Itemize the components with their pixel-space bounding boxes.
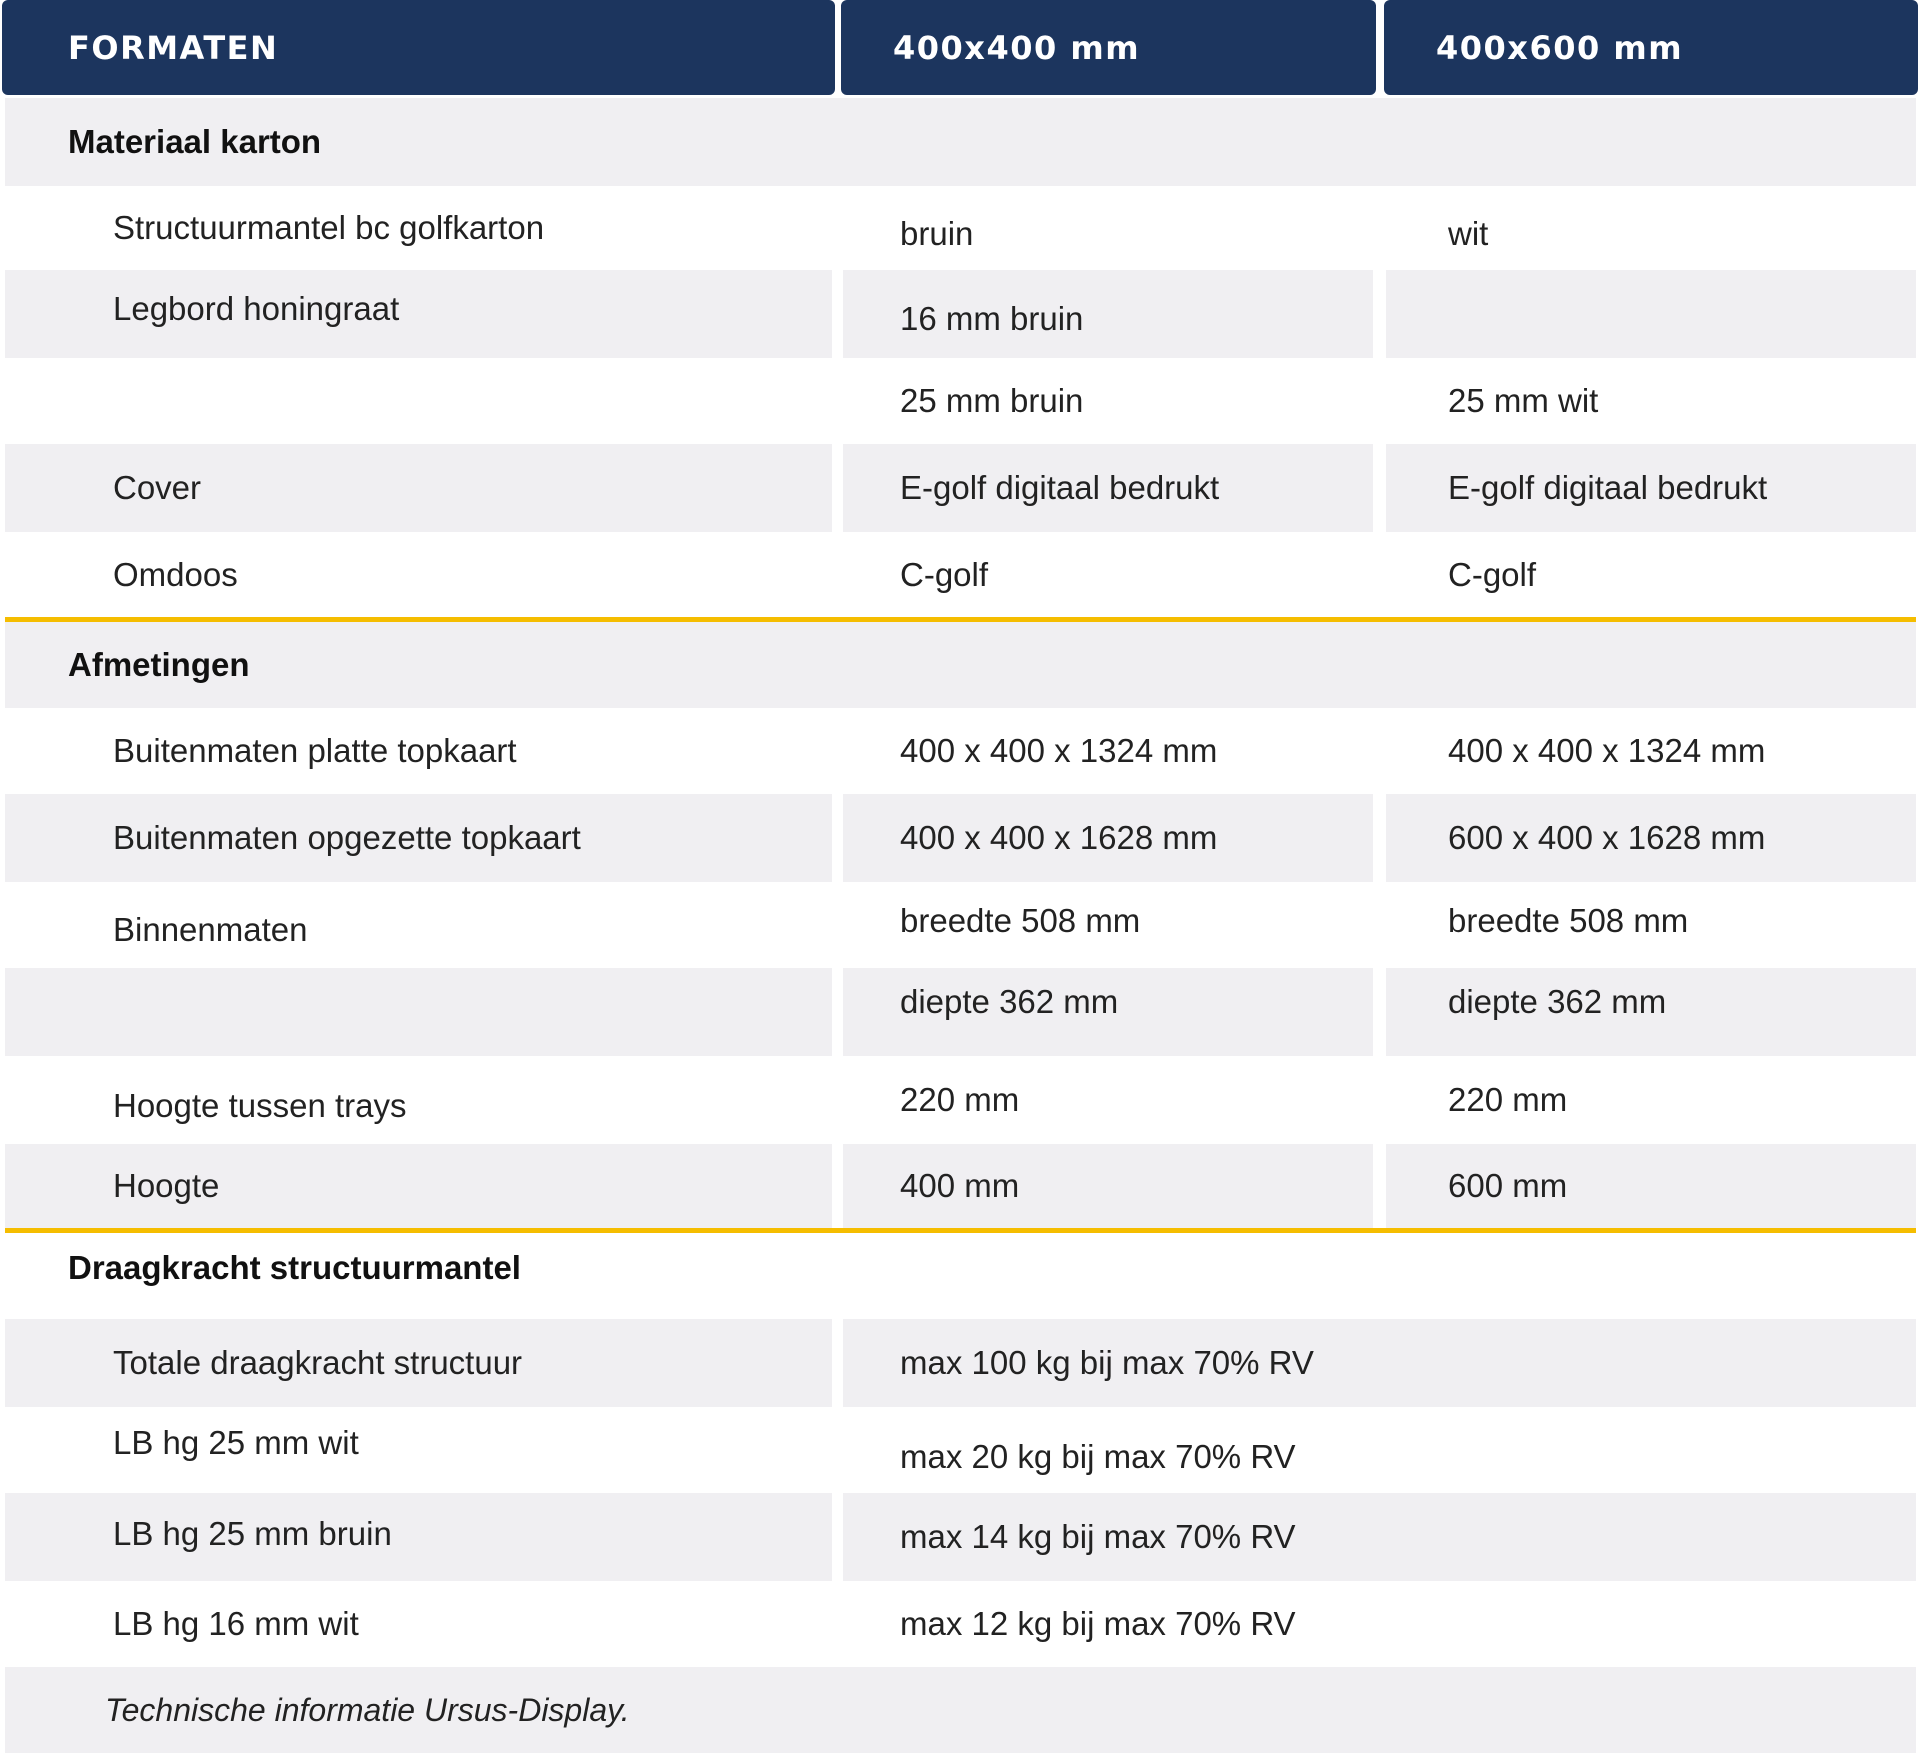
row-value-400x600: 600 x 400 x 1628 mm xyxy=(1386,794,1916,882)
table-row xyxy=(0,1319,1920,1407)
table-row xyxy=(0,358,1920,444)
row-label: Omdoos xyxy=(5,532,832,617)
row-value: max 20 kg bij max 70% RV xyxy=(843,1407,1916,1493)
row-value-400x400: 220 mm xyxy=(843,1056,1373,1144)
row-label xyxy=(5,358,832,444)
table-row xyxy=(0,444,1920,532)
table-row xyxy=(0,794,1920,882)
table-row xyxy=(0,882,1920,968)
row-value-400x400: 400 x 400 x 1324 mm xyxy=(843,708,1373,794)
table-row xyxy=(0,968,1920,1056)
table-row xyxy=(0,1056,1920,1144)
row-value-400x600: 600 mm xyxy=(1386,1144,1916,1228)
row-value-400x400: breedte 508 mm xyxy=(843,882,1373,968)
table-row xyxy=(0,708,1920,794)
row-label: Buitenmaten opgezette topkaart xyxy=(5,794,832,882)
row-value-400x400: C-golf xyxy=(843,532,1373,617)
row-label: Totale draagkracht structuur xyxy=(5,1319,832,1407)
row-label: Cover xyxy=(5,444,832,532)
table-row xyxy=(0,270,1920,358)
row-value-400x600: breedte 508 mm xyxy=(1386,882,1916,968)
table-row xyxy=(0,1407,1920,1493)
row-label: Buitenmaten platte topkaart xyxy=(5,708,832,794)
row-value: max 14 kg bij max 70% RV xyxy=(843,1493,1916,1581)
row-value: max 12 kg bij max 70% RV xyxy=(843,1581,1916,1667)
row-value-400x600: 400 x 400 x 1324 mm xyxy=(1386,708,1916,794)
row-label: Legbord honingraat xyxy=(5,270,832,358)
row-value: max 100 kg bij max 70% RV xyxy=(843,1319,1916,1407)
row-value-400x600 xyxy=(1386,270,1916,358)
row-value-400x400: 25 mm bruin xyxy=(843,358,1373,444)
row-value-400x600: wit xyxy=(1386,186,1916,270)
row-value-400x600: 220 mm xyxy=(1386,1056,1916,1144)
row-value-400x400: diepte 362 mm xyxy=(843,968,1373,1056)
row-value-400x400: 400 x 400 x 1628 mm xyxy=(843,794,1373,882)
section-title-draagkracht: Draagkracht structuurmantel xyxy=(5,1233,1916,1319)
row-value-400x400: 400 mm xyxy=(843,1144,1373,1228)
row-value-400x600: E-golf digitaal bedrukt xyxy=(1386,444,1916,532)
table-row xyxy=(0,532,1920,617)
row-value-400x600: 25 mm wit xyxy=(1386,358,1916,444)
row-value-400x600: diepte 362 mm xyxy=(1386,968,1916,1056)
table-row xyxy=(0,1581,1920,1667)
row-value-400x400: E-golf digitaal bedrukt xyxy=(843,444,1373,532)
row-label: Structuurmantel bc golfkarton xyxy=(5,186,832,270)
table-row xyxy=(0,1493,1920,1581)
footer-note: Technische informatie Ursus-Display. xyxy=(5,1667,1916,1753)
table-row xyxy=(0,1144,1920,1228)
row-label xyxy=(5,968,832,1056)
column-header-formaten: FORMATEN xyxy=(2,0,835,95)
row-value-400x400: bruin xyxy=(843,186,1373,270)
column-header-400x600: 400x600 mm xyxy=(1384,0,1918,95)
row-label: Hoogte tussen trays xyxy=(5,1056,832,1144)
row-value-400x600: C-golf xyxy=(1386,532,1916,617)
table-row xyxy=(0,186,1920,270)
row-label: Binnenmaten xyxy=(5,882,832,968)
section-title-afmetingen: Afmetingen xyxy=(5,622,1916,708)
row-label: Hoogte xyxy=(5,1144,832,1228)
row-label: LB hg 25 mm wit xyxy=(5,1407,832,1493)
row-value-400x400: 16 mm bruin xyxy=(843,270,1373,358)
section-title-materiaal: Materiaal karton xyxy=(5,98,1916,186)
row-label: LB hg 16 mm wit xyxy=(5,1581,832,1667)
row-label: LB hg 25 mm bruin xyxy=(5,1493,832,1581)
column-header-400x400: 400x400 mm xyxy=(841,0,1376,95)
